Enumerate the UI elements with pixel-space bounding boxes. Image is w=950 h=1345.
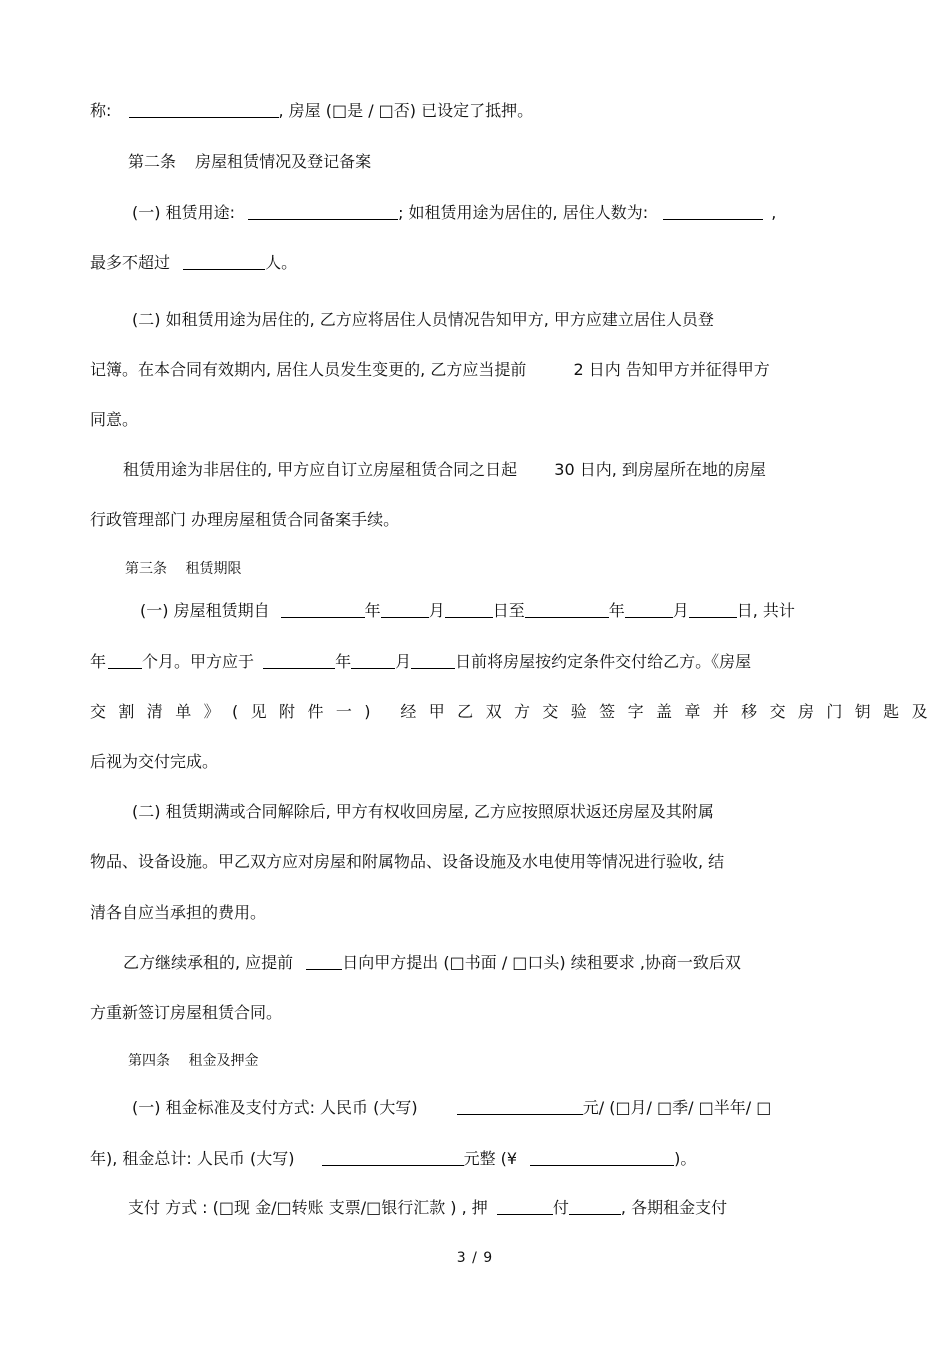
text: 人。 (265, 253, 298, 272)
paragraph-line: (二) 如租赁用途为居住的, 乙方应将居住人员情况告知甲方, 甲方应建立居住人员登 (132, 310, 714, 329)
text: , 各期租金支付 (620, 1198, 728, 1217)
line-delivery (90, 651, 751, 673)
text: 年 (335, 652, 352, 671)
blank-field[interactable] (457, 1098, 583, 1115)
text: 支付 方式 : (□现 金/□转账 支票/□银行汇款 ) , 押 (128, 1198, 488, 1217)
line-term (140, 600, 795, 622)
text: (一) 房屋租赁期自 (140, 601, 270, 620)
text: 元整 (¥ (463, 1149, 518, 1168)
blank-field[interactable] (381, 601, 429, 618)
text: 2 日内 告知甲方并征得甲方 (573, 360, 770, 379)
blank-field[interactable] (497, 1198, 553, 1215)
article-3-heading: 第三条 租赁期限 (125, 561, 242, 577)
line-max-residents (90, 252, 297, 274)
text: 年 (90, 652, 107, 671)
blank-field[interactable] (108, 652, 142, 669)
text: 日至 (492, 601, 525, 620)
page-number: 3 / 9 (456, 1250, 494, 1266)
blank-field[interactable] (263, 652, 335, 669)
blank-field[interactable] (663, 203, 763, 220)
blank-field[interactable] (445, 601, 493, 618)
blank-field[interactable] (411, 652, 455, 669)
text: 年), 租金总计: 人民币 (大写) (90, 1149, 295, 1168)
article-4-heading: 第四条 租金及押金 (128, 1053, 259, 1069)
paragraph-line: 行政管理部门 办理房屋租赁合同备案手续。 (90, 510, 400, 529)
text: 日向甲方提出 (□书面 / □口头) 续租要求 ,协商一致后双 (342, 953, 741, 972)
text: 称: (90, 101, 112, 120)
paragraph-line: 方重新签订房屋租赁合同。 (90, 1003, 283, 1022)
paragraph-line (90, 359, 770, 381)
text: , (771, 203, 777, 222)
paragraph-line: (二) 租赁期满或合同解除后, 甲方有权收回房屋, 乙方应按照原状返还房屋及其附属 (132, 802, 714, 821)
text: , 房屋 (□是 / □否) 已设定了抵押。 (278, 101, 534, 120)
blank-field[interactable] (281, 601, 365, 618)
line-mortgage (90, 100, 533, 122)
text: 年 (608, 601, 625, 620)
line-renewal (123, 952, 741, 974)
blank-field[interactable] (129, 101, 279, 118)
blank-field[interactable] (569, 1198, 621, 1215)
line-purpose (132, 202, 776, 224)
paragraph-line: 同意。 (90, 410, 139, 429)
article-2-heading: 第二条 房屋租赁情况及登记备案 (128, 152, 372, 171)
blank-field[interactable] (625, 601, 673, 618)
paragraph-line: 后视为交付完成。 (90, 752, 219, 771)
text: (一) 租金标准及支付方式: 人民币 (大写) (132, 1098, 418, 1117)
blank-field[interactable] (322, 1149, 464, 1166)
text: (一) 租赁用途: (132, 203, 235, 222)
text: 年 (364, 601, 381, 620)
line-rent-total (90, 1148, 696, 1170)
paragraph-line: 清各自应当承担的费用。 (90, 903, 267, 922)
blank-field[interactable] (689, 601, 737, 618)
blank-field[interactable] (351, 652, 395, 669)
text: 付 (552, 1198, 569, 1217)
blank-field[interactable] (183, 253, 265, 270)
paragraph-line: 物品、设备设施。甲乙双方应对房屋和附属物品、设备设施及水电使用等情况进行验收, 结 (90, 852, 725, 871)
text: 乙方继续承租的, 应提前 (123, 953, 294, 972)
text: 最多不超过 (90, 253, 171, 272)
line-payment-method (128, 1197, 727, 1219)
blank-field[interactable] (306, 953, 342, 970)
text: 日, 共计 (736, 601, 795, 620)
blank-field[interactable] (530, 1149, 674, 1166)
text: 记簿。在本合同有效期内, 居住人员发生变更的, 乙方应当提前 (90, 360, 527, 379)
text: 月 (428, 601, 445, 620)
text: ; 如租赁用途为居住的, 居住人数为: (398, 203, 649, 222)
blank-field[interactable] (525, 601, 609, 618)
text: 元/ (□月/ □季/ □半年/ □ (582, 1098, 772, 1117)
text: 30 日内, 到房屋所在地的房屋 (554, 460, 766, 479)
paragraph-line: 交割清单》(见附件一) 经甲乙双方交验签字盖章并移交房门钥匙及 (90, 702, 940, 721)
paragraph-line (123, 459, 766, 481)
text: 月 (672, 601, 689, 620)
line-rent-standard (132, 1097, 771, 1119)
text: 月 (395, 652, 412, 671)
text: 租赁用途为非居住的, 甲方应自订立房屋租赁合同之日起 (123, 460, 518, 479)
blank-field[interactable] (248, 203, 398, 220)
text: )。 (674, 1149, 697, 1168)
text: 日前将房屋按约定条件交付给乙方。《房屋 (455, 652, 752, 671)
text: 个月。甲方应于 (142, 652, 255, 671)
